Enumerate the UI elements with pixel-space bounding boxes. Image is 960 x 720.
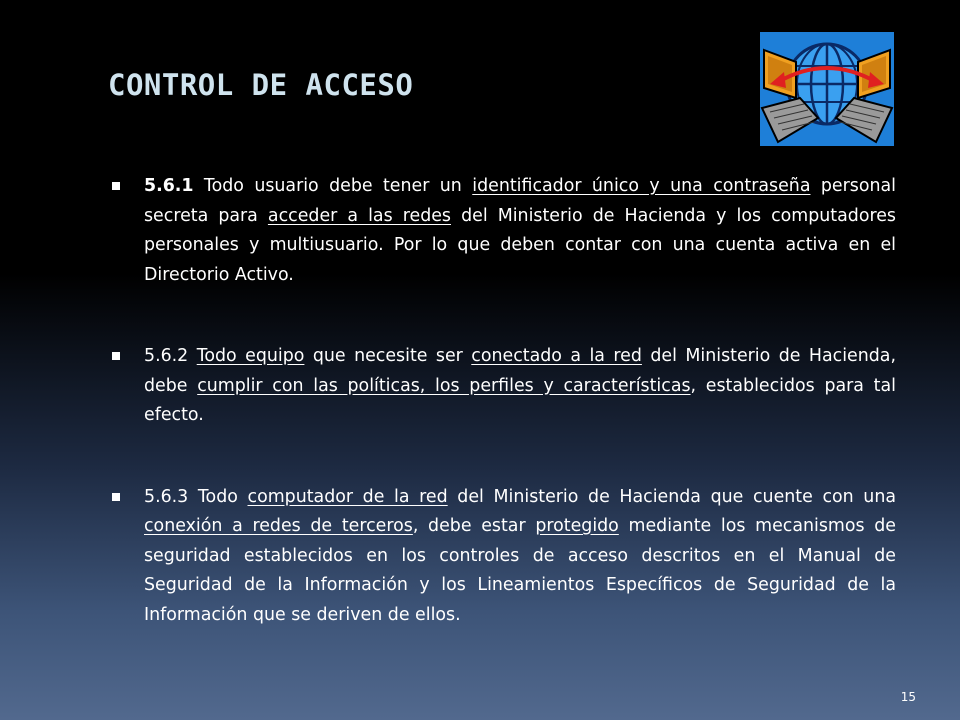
underlined-text: acceder a las redes [267,205,451,226]
bullet-marker [112,182,120,190]
bullet-5-6-2 [110,342,896,431]
bullet-text: personal secreta para [144,176,896,226]
network-access-icon [760,32,894,146]
bullet-text: del Ministerio de Hacienda, debe [144,346,896,396]
underlined-text: conexión a redes de terceros [144,516,413,536]
bullet-text: del Ministerio de Hacienda que cuente con una [447,486,897,507]
underlined-text: protegido [535,516,619,536]
bullet-text [188,346,196,366]
bullet-number: 5.6.3 [144,486,189,507]
bullet-5-6-3 [110,483,896,631]
bullet-list [110,172,896,630]
underlined-text: cumplir con las políticas, los perfiles y características [197,375,691,396]
underlined-text: computador de la red [247,486,448,507]
bullet-text: que necesite ser [304,346,472,366]
bullet-text: , debe estar [412,516,536,536]
bullet-marker [112,352,120,360]
slide-title: CONTROL DE ACCESO [108,68,414,102]
bullet-text: , establecidos para tal efecto. [144,375,896,425]
underlined-text: identificador único y una contraseña [472,176,811,196]
underlined-text: Todo equipo [196,346,305,366]
bullet-marker [112,493,120,501]
underlined-text: conectado a la red [471,346,642,366]
page-number: 15 [900,690,916,704]
bullet-text: mediante los mecanismos de seguridad establecidos en los controles de acceso descritos en el Manual de Seguridad de la Información y los Lineamientos Específicos de Seguridad de la Información que se deriven de ellos. [144,516,896,625]
bullet-text: Todo usuario debe tener un [193,176,473,196]
bullet-5-6-1 [110,172,896,290]
bullet-number: 5.6.1 [144,176,194,196]
bullet-text: Todo [188,486,248,507]
bullet-number: 5.6.2 [144,346,189,366]
bullet-text: del Ministerio de Hacienda y los computadores personales y multiusuario. Por lo que deben contar con una cuenta activa en el Directorio Activo. [144,205,896,285]
